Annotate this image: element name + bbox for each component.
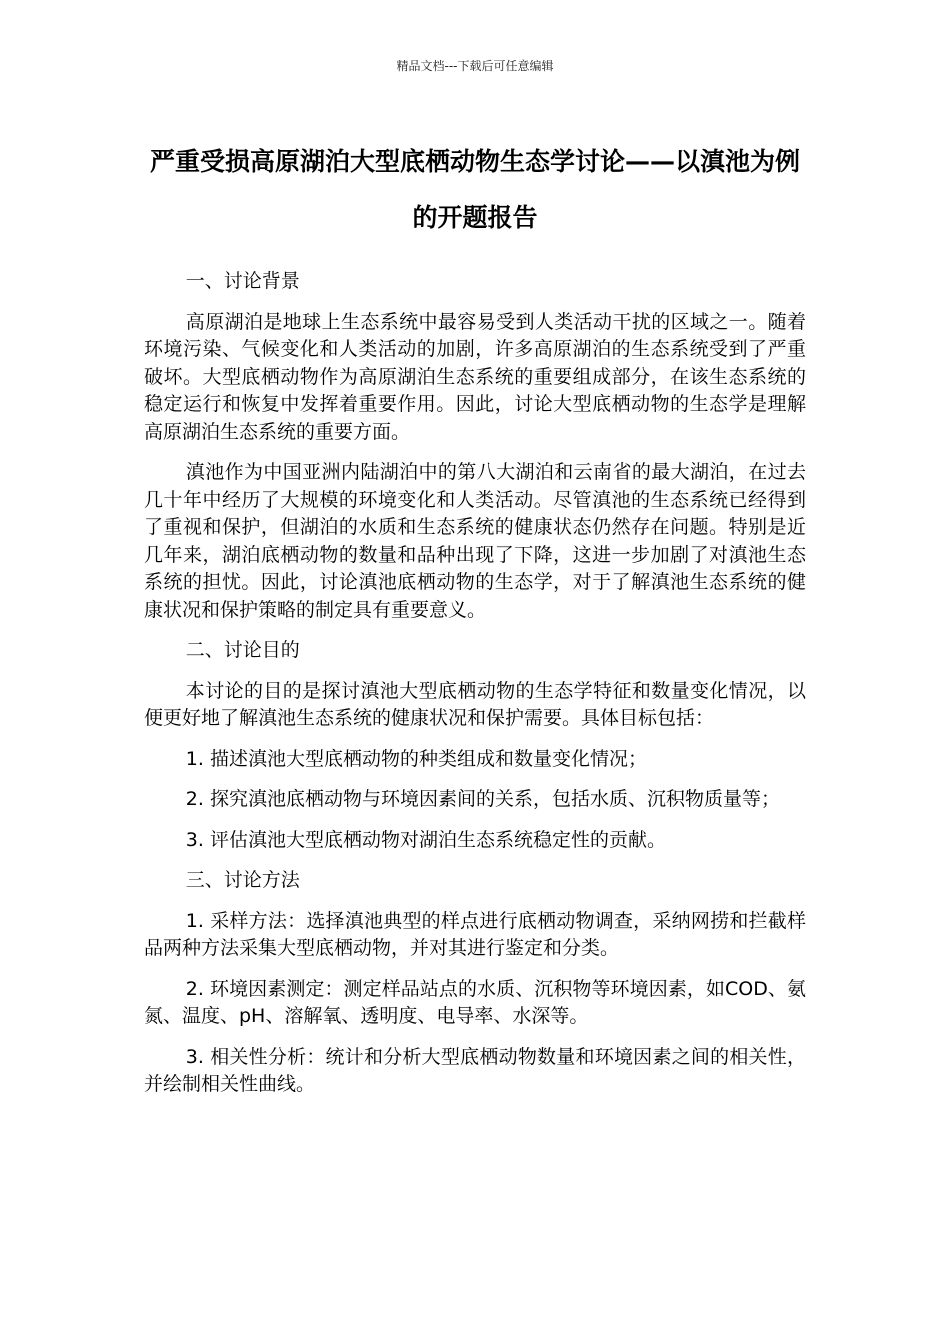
list-item: 2. 探究滇池底栖动物与环境因素间的关系，包括水质、沉积物质量等； — [185, 788, 780, 810]
list-item: 1. 描述滇池大型底栖动物的种类组成和数量变化情况； — [185, 747, 647, 770]
paragraph: 本讨论的目的是探讨滇池大型底栖动物的生态学特征和数量变化情况，以便更好地了解滇池生态系统的健康状况和保护需要。具体目标包括： — [144, 679, 806, 729]
section-heading-background: 一、讨论背景 — [185, 270, 300, 292]
section-heading-purpose: 二、讨论目的 — [185, 639, 300, 661]
document-title: 严重受损高原湖泊大型底栖动物生态学讨论——以滇池为例的开题报告 — [149, 147, 800, 232]
document-body — [144, 268, 806, 1112]
list-item: 2. 环境因素测定：测定样品站点的水质、沉积物等环境因素，如COD、氨氮、温度、pH、溶解氧、透明度、电导率、水深等。 — [144, 977, 806, 1027]
list-item: 1. 采样方法：选择滇池典型的样点进行底栖动物调查，采纳网捞和拦截样品两种方法采集大型底栖动物，并对其进行鉴定和分类。 — [144, 909, 806, 959]
paragraph: 高原湖泊是地球上生态系统中最容易受到人类活动干扰的区域之一。随着环境污染、气候变化和人类活动的加剧，许多高原湖泊的生态系统受到了严重破坏。大型底栖动物作为高原湖泊生态系统的重要组成部分，在该生态系统的稳定运行和恢复中发挥着重要作用。因此，讨论大型底栖动物的生态学是理解高原湖泊生态系统的重要方面。 — [144, 310, 806, 443]
list-item: 3. 评估滇池大型底栖动物对湖泊生态系统稳定性的贡献。 — [185, 828, 666, 851]
paragraph: 滇池作为中国亚洲内陆湖泊中的第八大湖泊和云南省的最大湖泊，在过去几十年中经历了大规模的环境变化和人类活动。尽管滇池的生态系统已经得到了重视和保护，但湖泊的水质和生态系统的健康状态仍然存在问题。特别是近几年来，湖泊底栖动物的数量和品种出现了下降，这进一步加剧了对滇池生态系统的担忧。因此，讨论滇池底栖动物的生态学，对于了解滇池生态系统的健康状况和保护策略的制定具有重要意义。 — [144, 461, 806, 621]
list-item: 3. 相关性分析：统计和分析大型底栖动物数量和环境因素之间的相关性，并绘制相关性曲线。 — [144, 1045, 806, 1095]
section-heading-methods: 三、讨论方法 — [185, 869, 300, 891]
page-header: 精品文档---下载后可任意编辑 — [396, 59, 554, 73]
